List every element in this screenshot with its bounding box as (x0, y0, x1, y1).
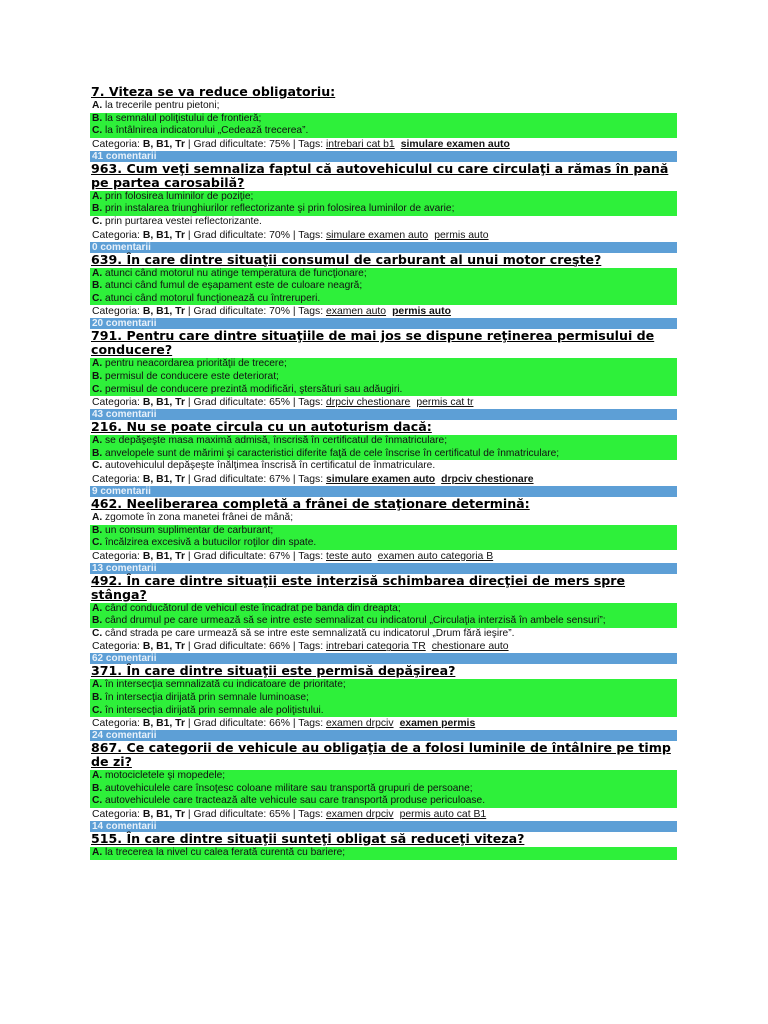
comments-link[interactable]: 24 comentarii (90, 730, 677, 741)
answer-text: atunci când motorul funcţionează cu întreruperi. (105, 292, 321, 304)
answer-option (90, 280, 677, 293)
answer-letter: B. (92, 203, 103, 215)
difficulty-label: Grad dificultate: (193, 138, 267, 150)
answer-letter: C. (92, 627, 103, 639)
answer-letter: A. (92, 267, 103, 279)
answer-letter: B. (92, 615, 103, 627)
answer-letter: B. (92, 280, 103, 292)
category-label: Categoria: (92, 397, 140, 409)
tags-label: Tags: (298, 397, 324, 409)
question-title[interactable]: 462. Neeliberarea completă a frânei de staţionare determină: (91, 495, 530, 511)
answer-text: prin folosirea luminilor de poziţie; (105, 190, 254, 202)
answer-letter: A. (92, 435, 103, 447)
comments-link[interactable]: 43 comentarii (90, 409, 677, 420)
answer-text: permisul de conducere este deteriorat; (105, 370, 279, 382)
answer-option (90, 358, 677, 371)
question-block (90, 329, 677, 420)
answer-text: un consum suplimentar de carburant; (105, 524, 274, 536)
category-label: Categoria: (92, 229, 140, 241)
tag-link[interactable]: simulare examen auto (400, 138, 510, 150)
answer-text: în intersecţia dirijată prin semnale luminoase; (105, 692, 309, 704)
question-block (90, 420, 677, 497)
difficulty-label: Grad dificultate: (193, 641, 267, 653)
question-block (90, 162, 677, 253)
question-block (90, 741, 677, 832)
question-block (90, 253, 677, 330)
answer-option (90, 435, 677, 448)
answer-text: în intersecţia dirijată prin semnale ale poliţistului. (105, 704, 324, 716)
question-title[interactable]: 639. În care dintre situaţii consumul de carburant al unui motor creşte? (91, 251, 602, 267)
tag-link[interactable]: examen drpciv (325, 718, 394, 730)
answer-option (90, 293, 677, 306)
answer-text: în intersecţia semnalizată cu indicatoare de prioritate; (105, 679, 346, 691)
answer-text: se depăşeşte masa maximă admisă, înscrisă în certificatul de înmatriculare; (105, 435, 448, 447)
question-title[interactable]: 515. În care dintre situaţii sunteţi obligat să reduceţi viteza? (91, 831, 525, 847)
answer-letter: A. (92, 511, 103, 523)
answer-option (90, 460, 677, 473)
difficulty-value: 75% (269, 138, 290, 150)
tag-link[interactable]: drpciv chestionare (441, 473, 534, 485)
question-block (90, 85, 677, 162)
category-label: Categoria: (92, 718, 140, 730)
comments-link[interactable]: 9 comentarii (90, 486, 677, 497)
answer-letter: A. (92, 602, 103, 614)
difficulty-value: 65% (269, 809, 290, 821)
answer-text: autovehiculul depăşeşte înălţimea înscrisă în certificatul de înmatriculare. (105, 460, 436, 472)
answer-text: când conducătorul de vehicul este încadrat pe banda din dreapta; (105, 602, 401, 614)
answer-text: permisul de conducere prezintă modificări, ştersături sau adăugiri. (105, 383, 403, 395)
answer-letter: B. (92, 524, 103, 536)
difficulty-label: Grad dificultate: (193, 397, 267, 409)
difficulty-value: 70% (269, 229, 290, 241)
category-value: B, B1, Tr (142, 809, 185, 821)
answer-text: la trecerea la nivel cu calea ferată curentă cu bariere; (105, 847, 346, 859)
category-label: Categoria: (92, 641, 140, 653)
answer-option (90, 203, 677, 216)
difficulty-label: Grad dificultate: (193, 229, 267, 241)
answer-letter: C. (92, 125, 103, 137)
tag-link[interactable]: examen auto (325, 306, 387, 318)
difficulty-label: Grad dificultate: (193, 550, 267, 562)
question-list (90, 85, 677, 860)
answer-option (90, 216, 677, 229)
answer-letter: C. (92, 460, 103, 472)
answer-option (90, 191, 677, 204)
category-label: Categoria: (92, 550, 140, 562)
answer-letter: C. (92, 795, 103, 807)
tags-label: Tags: (298, 718, 324, 730)
answer-letter: C. (92, 704, 103, 716)
tags-label: Tags: (298, 809, 324, 821)
difficulty-value: 67% (269, 550, 290, 562)
answer-option (90, 692, 677, 705)
question-title[interactable]: 963. Cum veţi semnaliza faptul că autovehiculul cu care circulaţi a rămas în pană pe partea carosabilă? (91, 160, 669, 190)
answer-text: autovehiculele care tractează alte vehicule sau care transportă produse periculoase. (105, 795, 486, 807)
question-title[interactable]: 867. Ce categorii de vehicule au obligaţia de a folosi luminile de întâlnire pe timp de zi? (91, 740, 671, 770)
category-value: B, B1, Tr (142, 550, 185, 562)
tags-label: Tags: (298, 550, 324, 562)
tag-link[interactable]: intrebari cat b1 (325, 138, 395, 150)
tag-link[interactable]: permis cat tr (416, 397, 474, 409)
difficulty-value: 66% (269, 718, 290, 730)
answer-option (90, 371, 677, 384)
comments-link[interactable]: 0 comentarii (90, 242, 677, 253)
answer-option (90, 268, 677, 281)
answer-letter: A. (92, 770, 103, 782)
answer-letter: B. (92, 112, 103, 124)
difficulty-value: 70% (269, 306, 290, 318)
category-label: Categoria: (92, 809, 140, 821)
answer-letter: C. (92, 537, 103, 549)
question-block (90, 574, 677, 665)
question-block (90, 497, 677, 574)
answer-letter: B. (92, 447, 103, 459)
difficulty-value: 67% (269, 473, 290, 485)
answer-text: la întâlnirea indicatorului „Cedează trecerea”. (105, 125, 309, 137)
answer-option (90, 125, 677, 138)
tag-link[interactable]: intrebari categoria TR (325, 641, 426, 653)
tag-link[interactable]: examen auto categoria B (377, 550, 494, 562)
answer-option (90, 537, 677, 550)
answer-text: anvelopele sunt de mărimi şi caracteristici diferite faţă de cele înscrise în certificatul de înmatriculare; (105, 447, 560, 459)
question-block (90, 832, 677, 860)
answer-letter: A. (92, 190, 103, 202)
question-title[interactable]: 492. În care dintre situaţii este interzisă schimbarea direcţiei de mers spre stânga? (91, 572, 626, 602)
answer-text: prin instalarea triunghiurilor reflectorizante şi prin folosirea luminilor de avarie; (105, 203, 455, 215)
answer-option (90, 384, 677, 397)
comments-link[interactable]: 62 comentarii (90, 653, 677, 664)
question-title[interactable]: 791. Pentru care dintre situaţiile de mai jos se dispune reţinerea permisului de conducere? (91, 328, 655, 358)
tags-label: Tags: (298, 641, 324, 653)
answer-option (90, 603, 677, 616)
tag-link[interactable]: permis auto (434, 229, 489, 241)
tag-link[interactable]: chestionare auto (431, 641, 509, 653)
answer-letter: C. (92, 215, 103, 227)
answer-text: prin purtarea vestei reflectorizante. (105, 215, 262, 227)
answer-option (90, 847, 677, 860)
answer-text: la trecerile pentru pietoni; (105, 100, 220, 111)
tag-link[interactable]: teste auto (325, 550, 372, 562)
tag-link[interactable]: permis auto (392, 306, 451, 318)
question-title[interactable]: 216. Nu se poate circula cu un autoturism dacă: (91, 419, 432, 435)
tag-link[interactable]: examen drpciv (325, 809, 394, 821)
difficulty-value: 66% (269, 641, 290, 653)
answer-option (90, 795, 677, 808)
tags-label: Tags: (298, 473, 324, 485)
answer-option (90, 679, 677, 692)
answer-text: când drumul pe care urmează să se intre este semnalizat cu indicatorul „Circulaţia interzisă în ambele sensuri”; (105, 615, 606, 627)
answer-letter: B. (92, 370, 103, 382)
answer-option (90, 512, 677, 525)
tags-label: Tags: (298, 229, 324, 241)
answer-letter: C. (92, 292, 103, 304)
question-meta: Categoria: B, B1, Tr | Grad dificultate: 67% | Tags: simulare examen auto drpciv chestionare (92, 473, 534, 485)
comments-link[interactable]: 14 comentarii (90, 821, 677, 832)
answer-option (90, 525, 677, 538)
difficulty-label: Grad dificultate: (193, 473, 267, 485)
comments-link[interactable]: 20 comentarii (90, 318, 677, 329)
answer-option (90, 628, 677, 641)
question-meta: Categoria: B, B1, Tr | Grad dificultate: 67% | Tags: teste auto examen auto categoria B (92, 550, 494, 562)
category-value: B, B1, Tr (142, 718, 185, 730)
answer-text: pentru neacordarea priorităţii de trecere; (105, 358, 287, 370)
difficulty-label: Grad dificultate: (193, 718, 267, 730)
answer-text: autovehiculele care însoţesc coloane militare sau transportă grupuri de persoane; (105, 782, 473, 794)
answer-letter: A. (92, 847, 103, 859)
category-value: B, B1, Tr (142, 397, 185, 409)
category-value: B, B1, Tr (142, 229, 185, 241)
difficulty-value: 65% (269, 397, 290, 409)
answer-option (90, 448, 677, 461)
answer-text: motocicletele şi mopedele; (105, 770, 226, 782)
answer-letter: A. (92, 100, 103, 111)
answer-option (90, 770, 677, 783)
difficulty-label: Grad dificultate: (193, 306, 267, 318)
question-meta: Categoria: B, B1, Tr | Grad dificultate: 65% | Tags: examen drpciv permis auto cat B1 (92, 809, 487, 821)
answer-letter: B. (92, 692, 103, 704)
question-block (90, 664, 677, 741)
question-title[interactable]: 7. Viteza se va reduce obligatoriu: (91, 84, 336, 99)
question-meta: Categoria: B, B1, Tr | Grad dificultate: 70% | Tags: simulare examen auto permis auto (92, 229, 489, 241)
question-title[interactable]: 371. În care dintre situaţii este permisă depăşirea? (91, 663, 456, 679)
tag-link[interactable]: simulare examen auto (325, 473, 436, 485)
answer-option (90, 705, 677, 718)
category-value: B, B1, Tr (142, 473, 185, 485)
difficulty-label: Grad dificultate: (193, 809, 267, 821)
category-label: Categoria: (92, 306, 140, 318)
comments-link[interactable]: 13 comentarii (90, 563, 677, 574)
question-meta: Categoria: B, B1, Tr | Grad dificultate: 65% | Tags: drpciv chestionare permis cat tr (92, 397, 474, 409)
category-value: B, B1, Tr (142, 138, 185, 150)
answer-text: atunci când motorul nu atinge temperatura de funcţionare; (105, 267, 367, 279)
tag-link[interactable]: simulare examen auto (325, 229, 429, 241)
answer-option (90, 783, 677, 796)
category-value: B, B1, Tr (142, 641, 185, 653)
tag-link[interactable]: drpciv chestionare (325, 397, 411, 409)
question-meta: Categoria: B, B1, Tr | Grad dificultate: 66% | Tags: examen drpciv examen permis (92, 718, 476, 730)
answer-letter: A. (92, 358, 103, 370)
answer-text: când strada pe care urmează să se intre este semnalizată cu indicatorul „Drum fără ieşire”. (105, 627, 515, 639)
answer-option (90, 113, 677, 126)
answer-letter: A. (92, 679, 103, 691)
answer-text: zgomote în zona manetei frânei de mână; (105, 511, 294, 523)
answer-text: atunci când fumul de eşapament este de culoare neagră; (105, 280, 363, 292)
answer-text: încălzirea excesivă a butucilor roţilor din spate. (105, 537, 317, 549)
comments-link[interactable]: 41 comentarii (90, 151, 677, 162)
category-value: B, B1, Tr (142, 306, 185, 318)
tag-link[interactable]: examen permis (399, 718, 476, 730)
tag-link[interactable]: permis auto cat B1 (399, 809, 487, 821)
answer-option (90, 100, 677, 113)
answer-option (90, 615, 677, 628)
answer-letter: C. (92, 383, 103, 395)
tags-label: Tags: (298, 138, 324, 150)
question-meta: Categoria: B, B1, Tr | Grad dificultate: 66% | Tags: intrebari categoria TR chestionare auto (92, 641, 509, 653)
category-label: Categoria: (92, 138, 140, 150)
tags-label: Tags: (298, 306, 324, 318)
answer-letter: B. (92, 782, 103, 794)
question-meta: Categoria: B, B1, Tr | Grad dificultate: 70% | Tags: examen auto permis auto (92, 306, 451, 318)
question-meta: Categoria: B, B1, Tr | Grad dificultate: 75% | Tags: intrebari cat b1 simulare examen auto (92, 138, 510, 150)
answer-text: la semnalul poliţistului de frontieră; (105, 112, 262, 124)
category-label: Categoria: (92, 473, 140, 485)
